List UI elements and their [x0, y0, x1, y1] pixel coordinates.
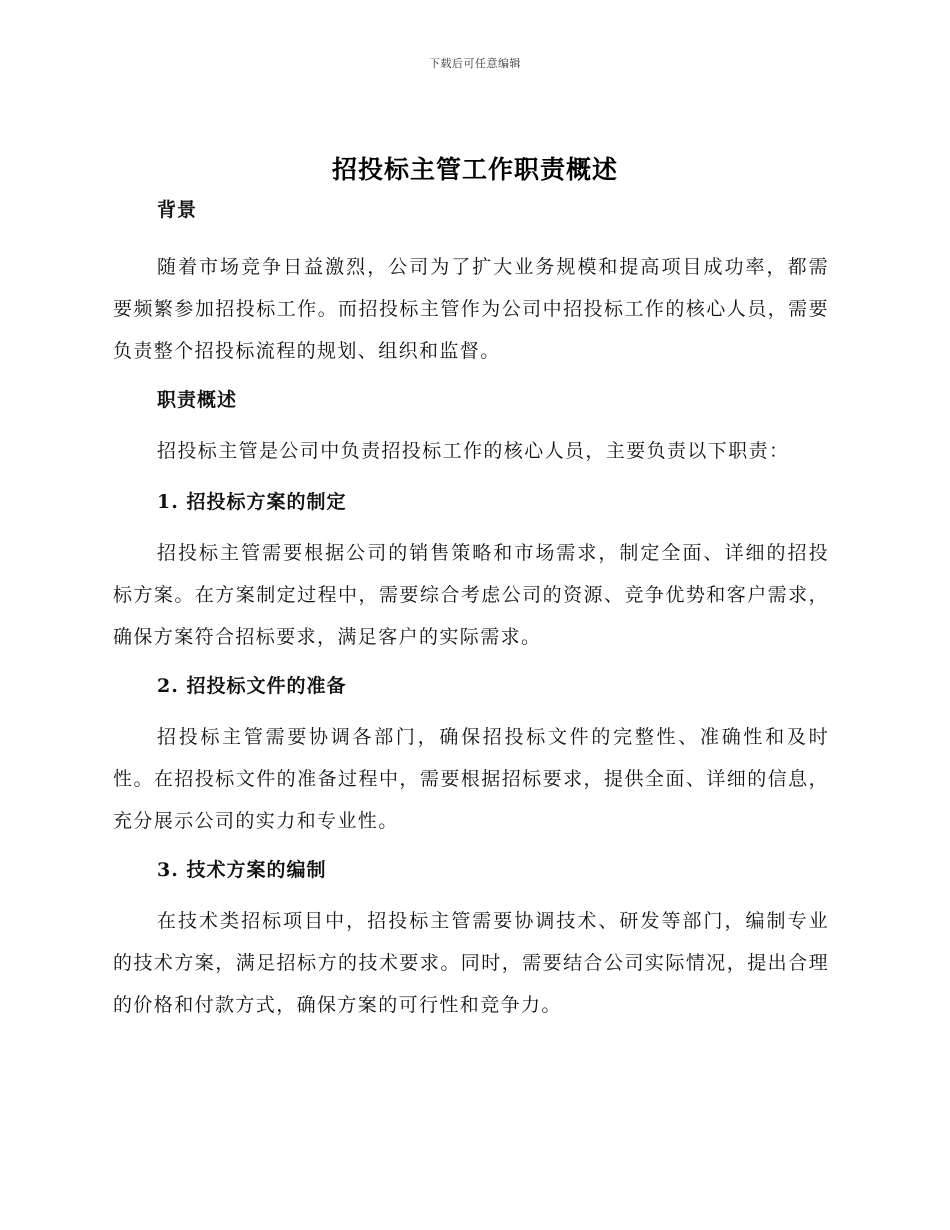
section-heading-item1: 1. 招投标方案的制定: [157, 491, 347, 513]
section-text-background: 随着市场竞争日益激烈，公司为了扩大业务规模和提高项目成功率，都需要频繁参加招投标工作。而招投标主管作为公司中招投标工作的核心人员，需要负责整个招投标流程的规划、组织和监督。: [113, 256, 829, 362]
section-heading-item3: 3. 技术方案的编制: [157, 859, 327, 881]
document-title: 招投标主管工作职责概述: [331, 155, 618, 184]
section-text-item1: 招投标主管需要根据公司的销售策略和市场需求，制定全面、详细的招投标方案。在方案制定过程中，需要综合考虑公司的资源、竞争优势和客户需求，确保方案符合招标要求，满足客户的实际需求。: [113, 542, 829, 648]
document-body: [113, 192, 829, 1026]
section-heading-background: 背景: [157, 199, 198, 221]
section-text-item2: 招投标主管需要协调各部门，确保招投标文件的完整性、准确性和及时性。在招投标文件的准备过程中，需要根据招标要求，提供全面、详细的信息，充分展示公司的实力和专业性。: [113, 726, 829, 832]
section-heading-overview: 职责概述: [157, 389, 238, 411]
header-note: 下载后可任意编辑: [429, 57, 521, 70]
section-text-item3: 在技术类招标项目中，招投标主管需要协调技术、研发等部门，编制专业的技术方案，满足招标方的技术要求。同时，需要结合公司实际情况，提出合理的价格和付款方式，确保方案的可行性和竞争力。: [113, 910, 829, 1016]
section-text-overview: 招投标主管是公司中负责招投标工作的核心人员，主要负责以下职责：: [157, 440, 790, 462]
section-heading-item2: 2. 招投标文件的准备: [157, 675, 347, 697]
